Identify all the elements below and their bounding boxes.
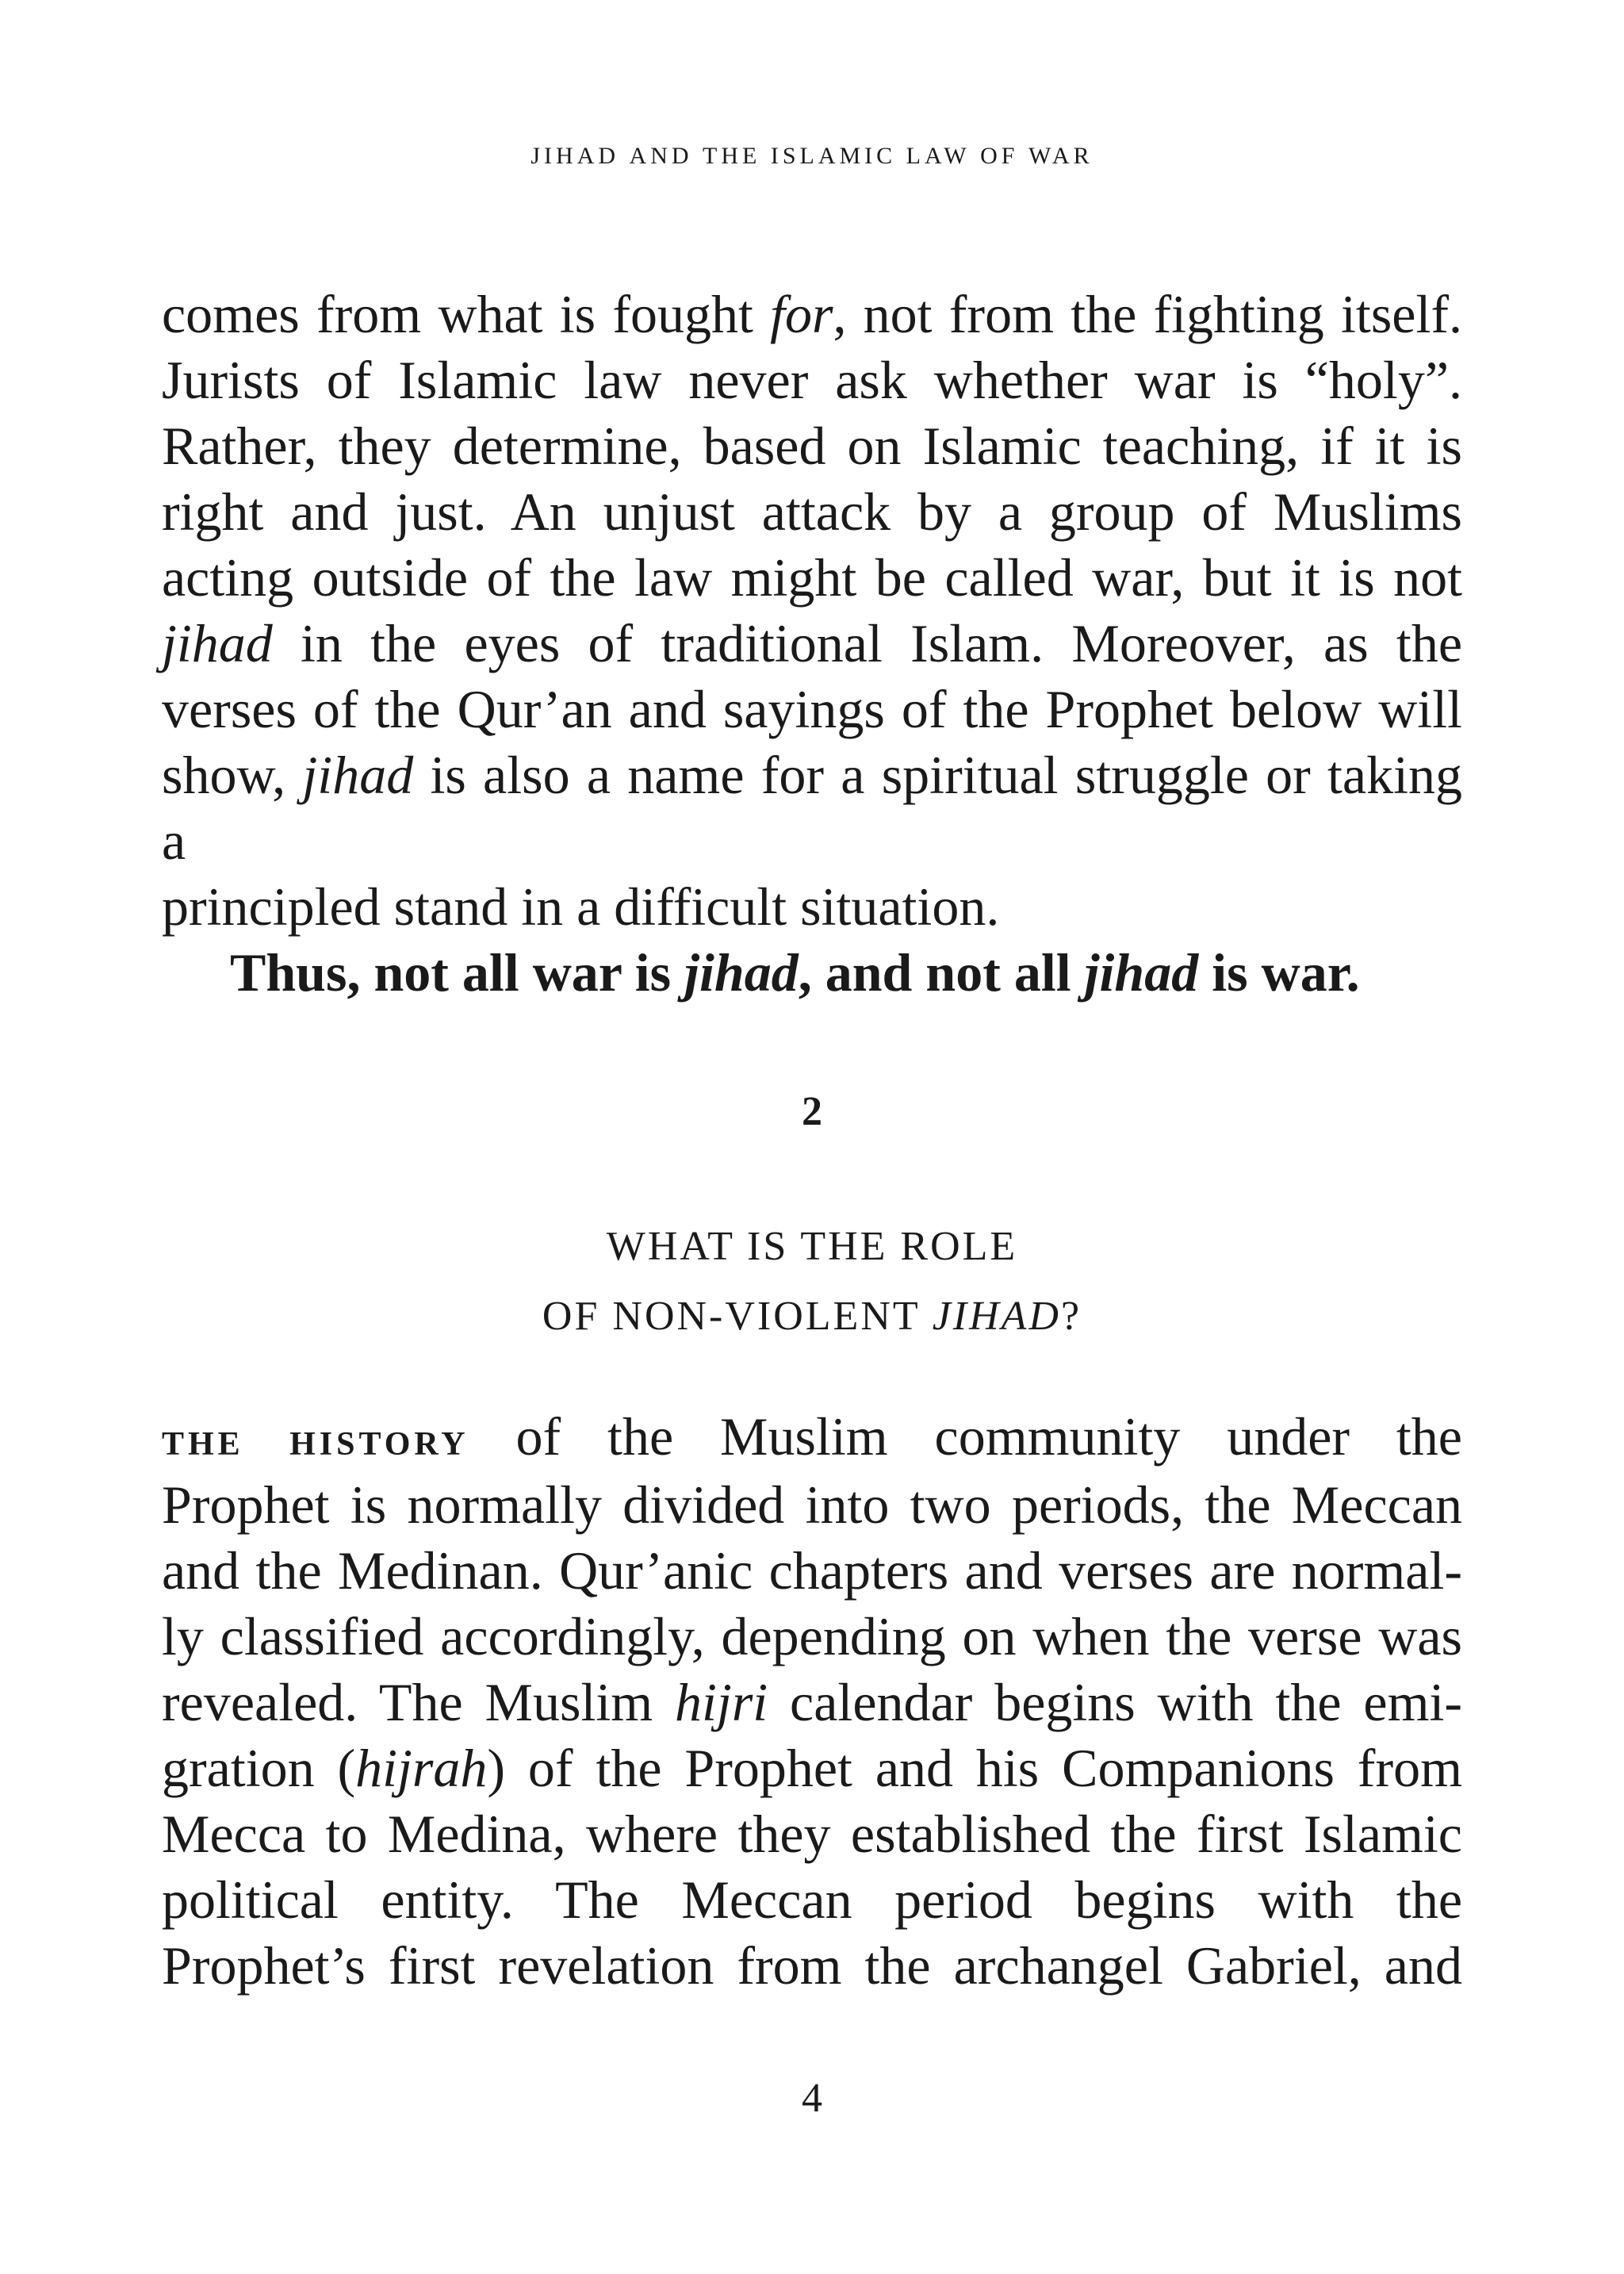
text-line: jihad in the eyes of traditional Islam. Moreover, as the — [162, 613, 1462, 673]
text-line: revealed. The Muslim hijri calendar begins with the emi- — [162, 1672, 1462, 1732]
paragraph-history — [162, 1404, 1462, 1999]
text-line: Prophet’s first revelation from the archangel Gabriel, and — [162, 1935, 1462, 1996]
text-line: political entity. The Meccan period begins with the — [162, 1869, 1462, 1930]
text-line: Mecca to Medina, where they established the first Islamic — [162, 1804, 1462, 1864]
text-line: principled stand in a difficult situation. — [162, 876, 1000, 937]
chapter-number: 2 — [802, 1089, 822, 1134]
text-line: verses of the Qur’an and sayings of the Prophet below will — [162, 679, 1462, 739]
lead-in-small-caps: the history — [162, 1413, 469, 1465]
chapter-title-line-1: WHAT IS THE ROLE — [606, 1224, 1018, 1269]
text-line: show, jihad is also a name for a spiritual struggle or taking a — [162, 745, 1462, 871]
italic-term: for — [770, 284, 833, 344]
text-line: right and just. An unjust attack by a group of Muslims — [162, 481, 1462, 542]
text-line: acting outside of the law might be called war, but it is not — [162, 547, 1462, 608]
text-block-top — [162, 282, 1462, 1006]
italic-term: jihad — [684, 942, 799, 1003]
text-line: Prophet is normally divided into two periods, the Meccan — [162, 1474, 1462, 1535]
text-line: gration (hijrah) of the Prophet and his Companions from — [162, 1738, 1462, 1798]
running-head: jihad and the islamic law of war — [530, 134, 1094, 171]
text-line: Rather, they determine, based on Islamic teaching, if it is — [162, 416, 1462, 476]
paragraph-continued — [162, 282, 1462, 940]
text-line: comes from what is fought for, not from the fighting itself. — [162, 284, 1463, 344]
chapter-title-line-2: OF NON-VIOLENT JIHAD? — [542, 1294, 1082, 1339]
italic-term: jihad — [162, 613, 273, 673]
chapter-title — [0, 1212, 1624, 1352]
italic-term: hijri — [675, 1672, 768, 1732]
italic-term: jihad — [302, 745, 414, 805]
text-line: and the Medinan. Qur’anic chapters and verses are normal- — [162, 1540, 1462, 1601]
italic-term: jihad — [1084, 942, 1199, 1003]
italic-term: JIHAD — [932, 1294, 1061, 1339]
text-block-bottom — [162, 1404, 1462, 1999]
text-line: ly classified accordingly, depending on when the verse was — [162, 1606, 1462, 1666]
emphasis-sentence: Thus, not all war is jihad, and not all jihad is war. — [230, 942, 1360, 1003]
text-line: Jurists of Islamic law never ask whether war is “holy”. — [162, 350, 1462, 410]
text-line: the history of the Muslim community under the — [162, 1406, 1462, 1467]
italic-term: hijrah — [355, 1738, 488, 1798]
page-number: 4 — [802, 2076, 822, 2121]
